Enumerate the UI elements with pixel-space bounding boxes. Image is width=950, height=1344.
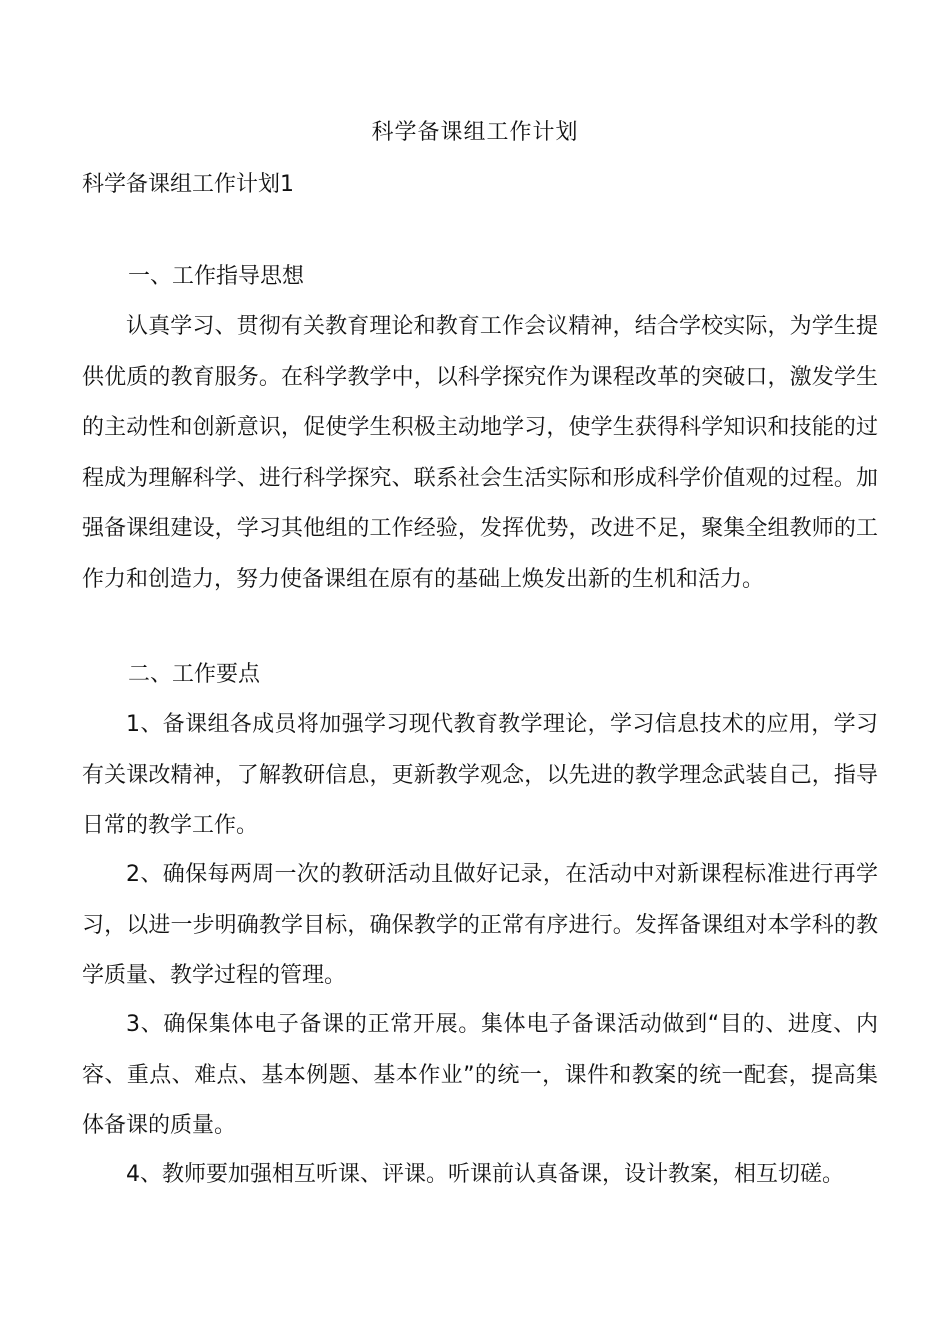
section-paragraph-guiding-thought: 认真学习、贯彻有关教育理论和教育工作会议精神，结合学校实际，为学生提供优质的教育服务。在科学教学中，以科学探究作为课程改革的突破口，激发学生的主动性和创新意识，促使学生积极主动地学习，使学生获得科学知识和技能的过程成为理解科学、进行科学探究、联系社会生活实际和形成科学价值观的过程。加强备课组建设，学习其他组的工作经验，发挥优势，改进不足，聚集全组教师的工作力和创造力，努力使备课组在原有的基础上焕发出新的生机和活力。 <box>82 314 878 592</box>
key-point-item-4: 4、教师要加强相互听课、评课。听课前认真备课，设计教案，相互切磋。 <box>126 1162 844 1187</box>
key-point-item-1: 1、备课组各成员将加强学习现代教育教学理论，学习信息技术的应用，学习有关课改精神，了解教研信息，更新教学观念，以先进的教学理念武装自己，指导日常的教学工作。 <box>82 712 878 838</box>
section-heading-guiding-thought: 一、工作指导思想 <box>128 264 305 289</box>
section-heading-key-points: 二、工作要点 <box>128 662 261 687</box>
key-point-item-2: 2、确保每两周一次的教研活动且做好记录，在活动中对新课程标准进行再学习，以进一步明确教学目标，确保教学的正常有序进行。发挥备课组对本学科的教学质量、教学过程的管理。 <box>82 862 878 988</box>
document-subtitle: 科学备课组工作计划1 <box>82 172 294 197</box>
document-title: 科学备课组工作计划 <box>371 120 579 145</box>
key-point-item-3: 3、确保集体电子备课的正常开展。集体电子备课活动做到“目的、进度、内容、重点、难点、基本例题、基本作业”的统一，课件和教案的统一配套，提高集体备课的质量。 <box>82 1012 878 1138</box>
